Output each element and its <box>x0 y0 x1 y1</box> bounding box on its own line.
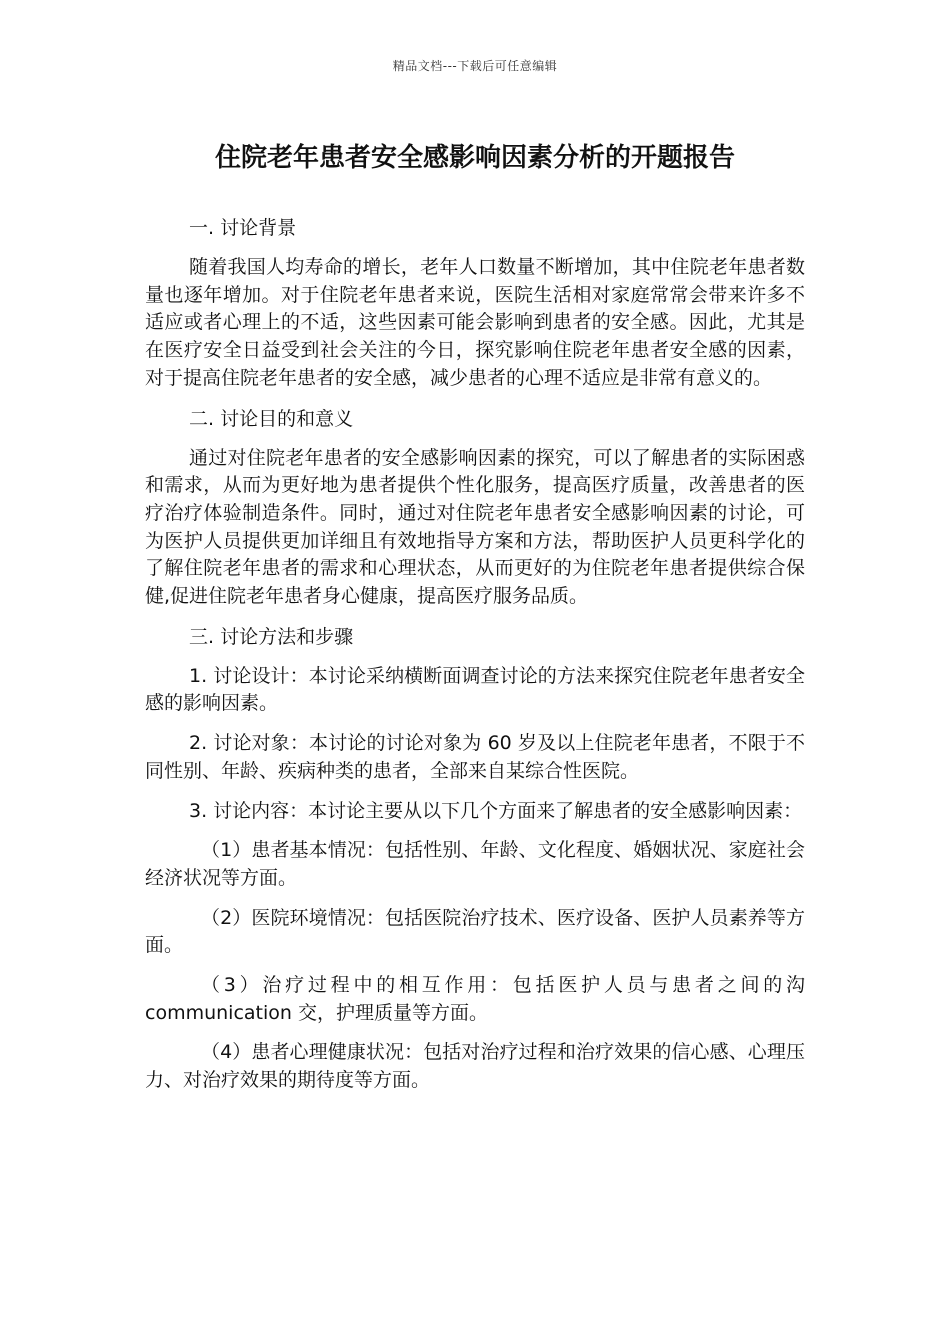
factor-item-environment: （2）医院环境情况：包括医院治疗技术、医疗设备、医护人员素养等方面。 <box>145 906 805 957</box>
document-body <box>145 214 805 1107</box>
factor-item-interaction: （3）治疗过程中的相互作用：包括医护人员与患者之间的沟communication 交，护理质量等方面。 <box>145 974 805 1024</box>
methods-content-paragraph: 3. 讨论内容：本讨论主要从以下几个方面来了解患者的安全感影响因素： <box>189 799 803 822</box>
header-note: 精品文档---下载后可任意编辑 <box>392 59 558 73</box>
purpose-paragraph: 通过对住院老年患者的安全感影响因素的探究，可以了解患者的实际困惑和需求，从而为更好地为患者提供个性化服务，提高医疗质量，改善患者的医疗治疗体验制造条件。同时，通过对住院老年患者安全感影响因素的讨论，可为医护人员提供更加详细且有效地指导方案和方法，帮助医护人员更科学化的了解住院老年患者的需求和心理状态，从而更好的为住院老年患者提供综合保健,促进住院老年患者身心健康，提高医疗服务品质。 <box>145 446 805 608</box>
document-title: 住院老年患者安全感影响因素分析的开题报告 <box>214 143 735 173</box>
methods-subjects-paragraph: 2. 讨论对象：本讨论的讨论对象为 60 岁及以上住院老年患者，不限于不同性别、年龄、疾病种类的患者，全部来自某综合性医院。 <box>145 732 805 782</box>
methods-design-paragraph: 1. 讨论设计：本讨论采纳横断面调查讨论的方法来探究住院老年患者安全感的影响因素。 <box>145 664 805 715</box>
section-heading-background: 一. 讨论背景 <box>189 217 297 239</box>
section-heading-methods: 三. 讨论方法和步骤 <box>189 625 354 648</box>
factor-item-psychology: （4）患者心理健康状况：包括对治疗过程和治疗效果的信心感、心理压力、对治疗效果的期待度等方面。 <box>145 1041 805 1092</box>
factor-item-basic: （1）患者基本情况：包括性别、年龄、文化程度、婚姻状况、家庭社会经济状况等方面。 <box>145 839 805 889</box>
background-paragraph: 随着我国人均寿命的增长，老年人口数量不断增加，其中住院老年患者数量也逐年增加。对于住院老年患者来说，医院生活相对家庭常常会带来许多不适应或者心理上的不适，这些因素可能会影响到患者的安全感。因此，尤其是在医疗安全日益受到社会关注的今日，探究影响住院老年患者安全感的因素，对于提高住院老年患者的安全感，减少患者的心理不适应是非常有意义的。 <box>145 256 805 389</box>
section-heading-purpose: 二. 讨论目的和意义 <box>189 407 354 430</box>
